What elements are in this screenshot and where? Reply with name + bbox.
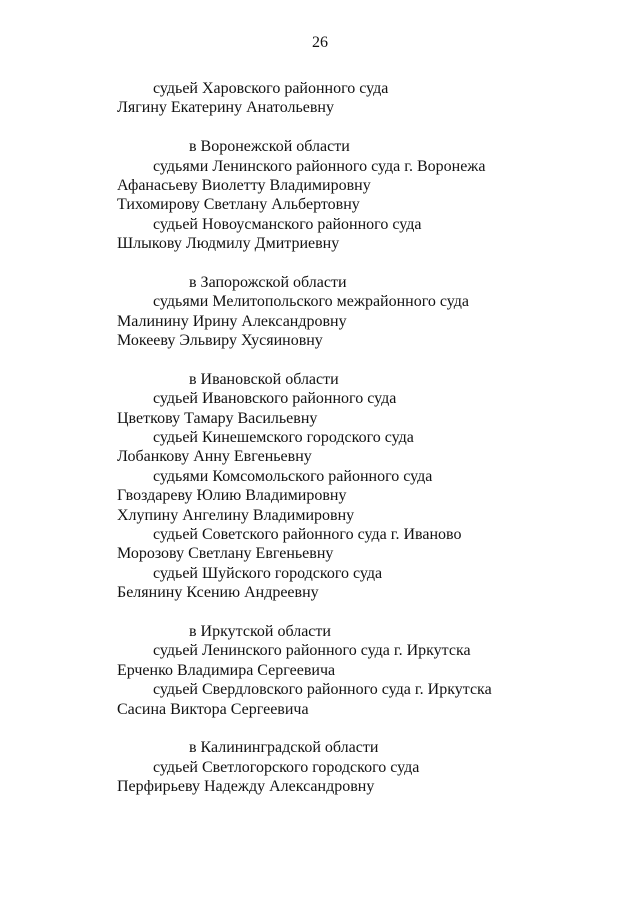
region-heading: в Воронежской области <box>189 138 350 156</box>
court-line: судьей Харовского районного суда <box>153 80 389 97</box>
court-line: судьями Комсомольского районного суда <box>153 467 433 485</box>
court-line: судьей Ивановского районного суда <box>153 390 397 408</box>
section-spacer <box>117 719 617 738</box>
court-line: судьей Новоусманского районного суда <box>153 215 422 233</box>
judge-name: Белянину Ксению Андреевну <box>117 584 319 602</box>
court-line: судьями Мелитопольского межрайонного суда <box>153 293 470 311</box>
court-line: судьей Советского районного суда г. Иваново <box>153 525 462 543</box>
judge-name: Ерченко Владимира Сергеевича <box>117 661 336 679</box>
judge-name: Малинину Ирину Александровну <box>117 312 347 330</box>
court-line: судьей Ленинского районного суда г. Иркутска <box>153 642 471 660</box>
judge-name: Перфирьеву Надежду Александровну <box>117 778 375 796</box>
region-heading: в Ивановской области <box>189 370 339 388</box>
court-line: судьей Свердловского районного суда г. Иркутска <box>153 681 492 699</box>
judge-name: Лобанкову Анну Евгеньевну <box>117 448 312 466</box>
judge-name: Сасина Виктора Сергеевича <box>117 700 309 718</box>
section-spacer <box>117 254 617 273</box>
judge-name: Морозову Светлану Евгеньевну <box>117 545 334 563</box>
region-heading: в Калининградской области <box>189 739 379 757</box>
appointment-list <box>117 79 617 796</box>
section-spacer <box>117 118 617 137</box>
section-spacer <box>117 603 617 622</box>
court-line: судьей Шуйского городского суда <box>153 564 383 582</box>
court-line: судьей Светлогорского городского суда <box>153 758 420 776</box>
judge-name: Тихомирову Светлану Альбертовну <box>117 196 360 214</box>
judge-name: Шлыкову Людмилу Дмитриевну <box>117 235 340 253</box>
court-line: судьей Кинешемского городского суда <box>153 429 414 447</box>
judge-name: Гвоздареву Юлию Владимировну <box>117 487 347 505</box>
judge-name: Мокееву Эльвиру Хусяиновну <box>117 332 323 350</box>
region-heading: в Запорожской области <box>189 273 347 291</box>
judge-name: Афанасьеву Виолетту Владимировну <box>117 176 371 194</box>
judge-name: Лягину Екатерину Анатольевну <box>117 99 334 117</box>
region-heading: в Иркутской области <box>189 622 331 640</box>
judge-name: Цветкову Тамару Васильевну <box>117 409 318 427</box>
section-spacer <box>117 350 617 369</box>
page-number: 26 <box>312 34 328 51</box>
judge-name: Хлупину Ангелину Владимировну <box>117 506 355 524</box>
court-line: судьями Ленинского районного суда г. Воронежа <box>153 157 486 175</box>
